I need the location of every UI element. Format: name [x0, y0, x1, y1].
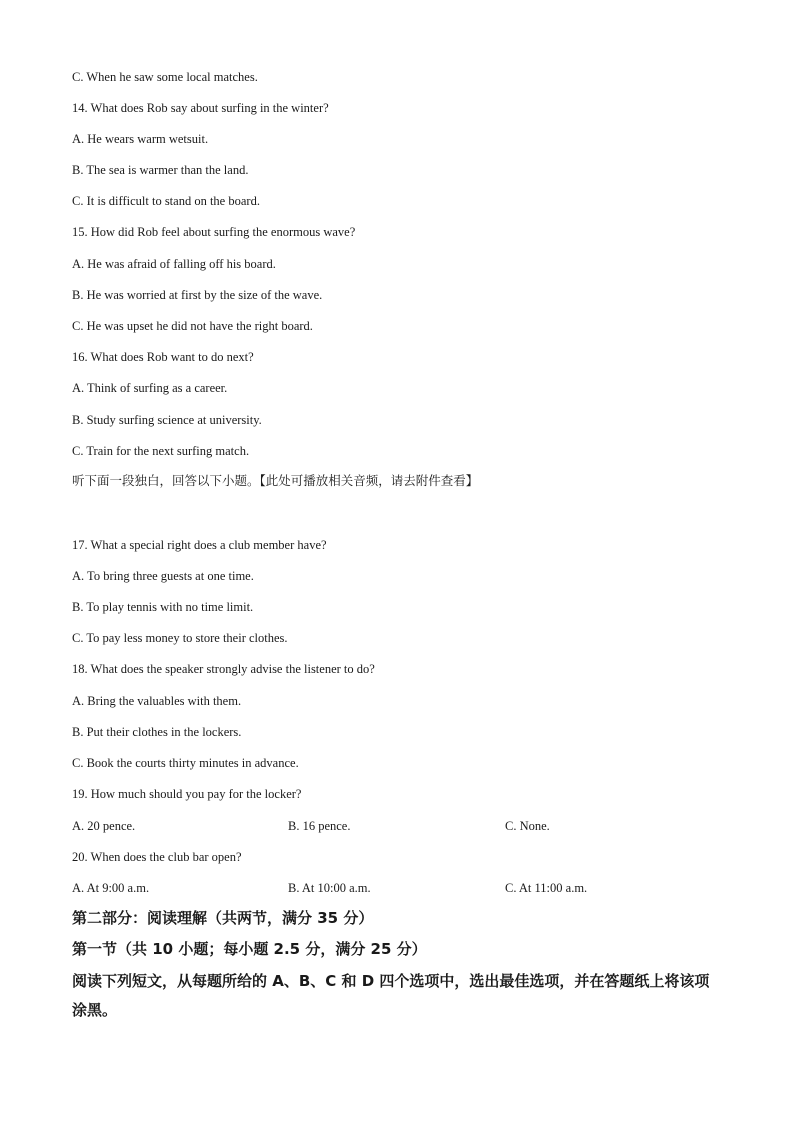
q17-option-b: B. To play tennis with no time limit.: [72, 600, 254, 614]
q15-option-b: B. He was worried at first by the size of the wave.: [72, 288, 323, 302]
q20-option-a: A. At 9:00 a.m.: [72, 881, 150, 895]
reading-instruction: 阅读下列短文，从每题所给的 A、B、C 和 D 四个选项中，选出最佳选项，并在答题纸上将该项涂黑。: [72, 972, 710, 1019]
q14-option-a: A. He wears warm wetsuit.: [72, 132, 209, 146]
q16-option-b: B. Study surfing science at university.: [72, 413, 262, 427]
q15-stem: 15. How did Rob feel about surfing the enormous wave?: [72, 225, 356, 239]
q16-stem: 16. What does Rob want to do next?: [72, 350, 254, 364]
q14-stem: 14. What does Rob say about surfing in the winter?: [72, 101, 329, 115]
q15-option-c: C. He was upset he did not have the right board.: [72, 319, 313, 333]
q19-option-c: C. None.: [505, 819, 550, 833]
q15-option-a: A. He was afraid of falling off his board.: [72, 257, 276, 271]
q13-option-c: C. When he saw some local matches.: [72, 70, 258, 84]
q17-stem: 17. What a special right does a club member have?: [72, 538, 327, 552]
q14-option-c: C. It is difficult to stand on the board.: [72, 194, 260, 208]
q18-option-c: C. Book the courts thirty minutes in advance.: [72, 756, 299, 770]
q19-stem: 19. How much should you pay for the locker?: [72, 787, 302, 801]
q20-stem: 20. When does the club bar open?: [72, 850, 242, 864]
q14-option-b: B. The sea is warmer than the land.: [72, 163, 249, 177]
section1-heading: 第一节（共 10 小题；每小题 2.5 分，满分 25 分）: [72, 940, 427, 958]
q18-stem: 18. What does the speaker strongly advise the listener to do?: [72, 662, 375, 676]
q16-option-c: C. Train for the next surfing match.: [72, 444, 250, 458]
q17-option-a: A. To bring three guests at one time.: [72, 569, 254, 583]
part2-heading: 第二部分：阅读理解（共两节，满分 35 分）: [72, 909, 374, 927]
q18-option-b: B. Put their clothes in the lockers.: [72, 725, 242, 739]
q19-option-b: B. 16 pence.: [288, 819, 351, 833]
q20-option-c: C. At 11:00 a.m.: [505, 881, 588, 895]
q20-option-b: B. At 10:00 a.m.: [288, 881, 371, 895]
q17-option-c: C. To pay less money to store their clothes.: [72, 631, 288, 645]
q19-option-a: A. 20 pence.: [72, 819, 136, 833]
listening-instruction: 听下面一段独白，回答以下小题。【此处可播放相关音频，请去附件查看】: [72, 473, 479, 488]
q16-option-a: A. Think of surfing as a career.: [72, 381, 228, 395]
q18-option-a: A. Bring the valuables with them.: [72, 694, 242, 708]
